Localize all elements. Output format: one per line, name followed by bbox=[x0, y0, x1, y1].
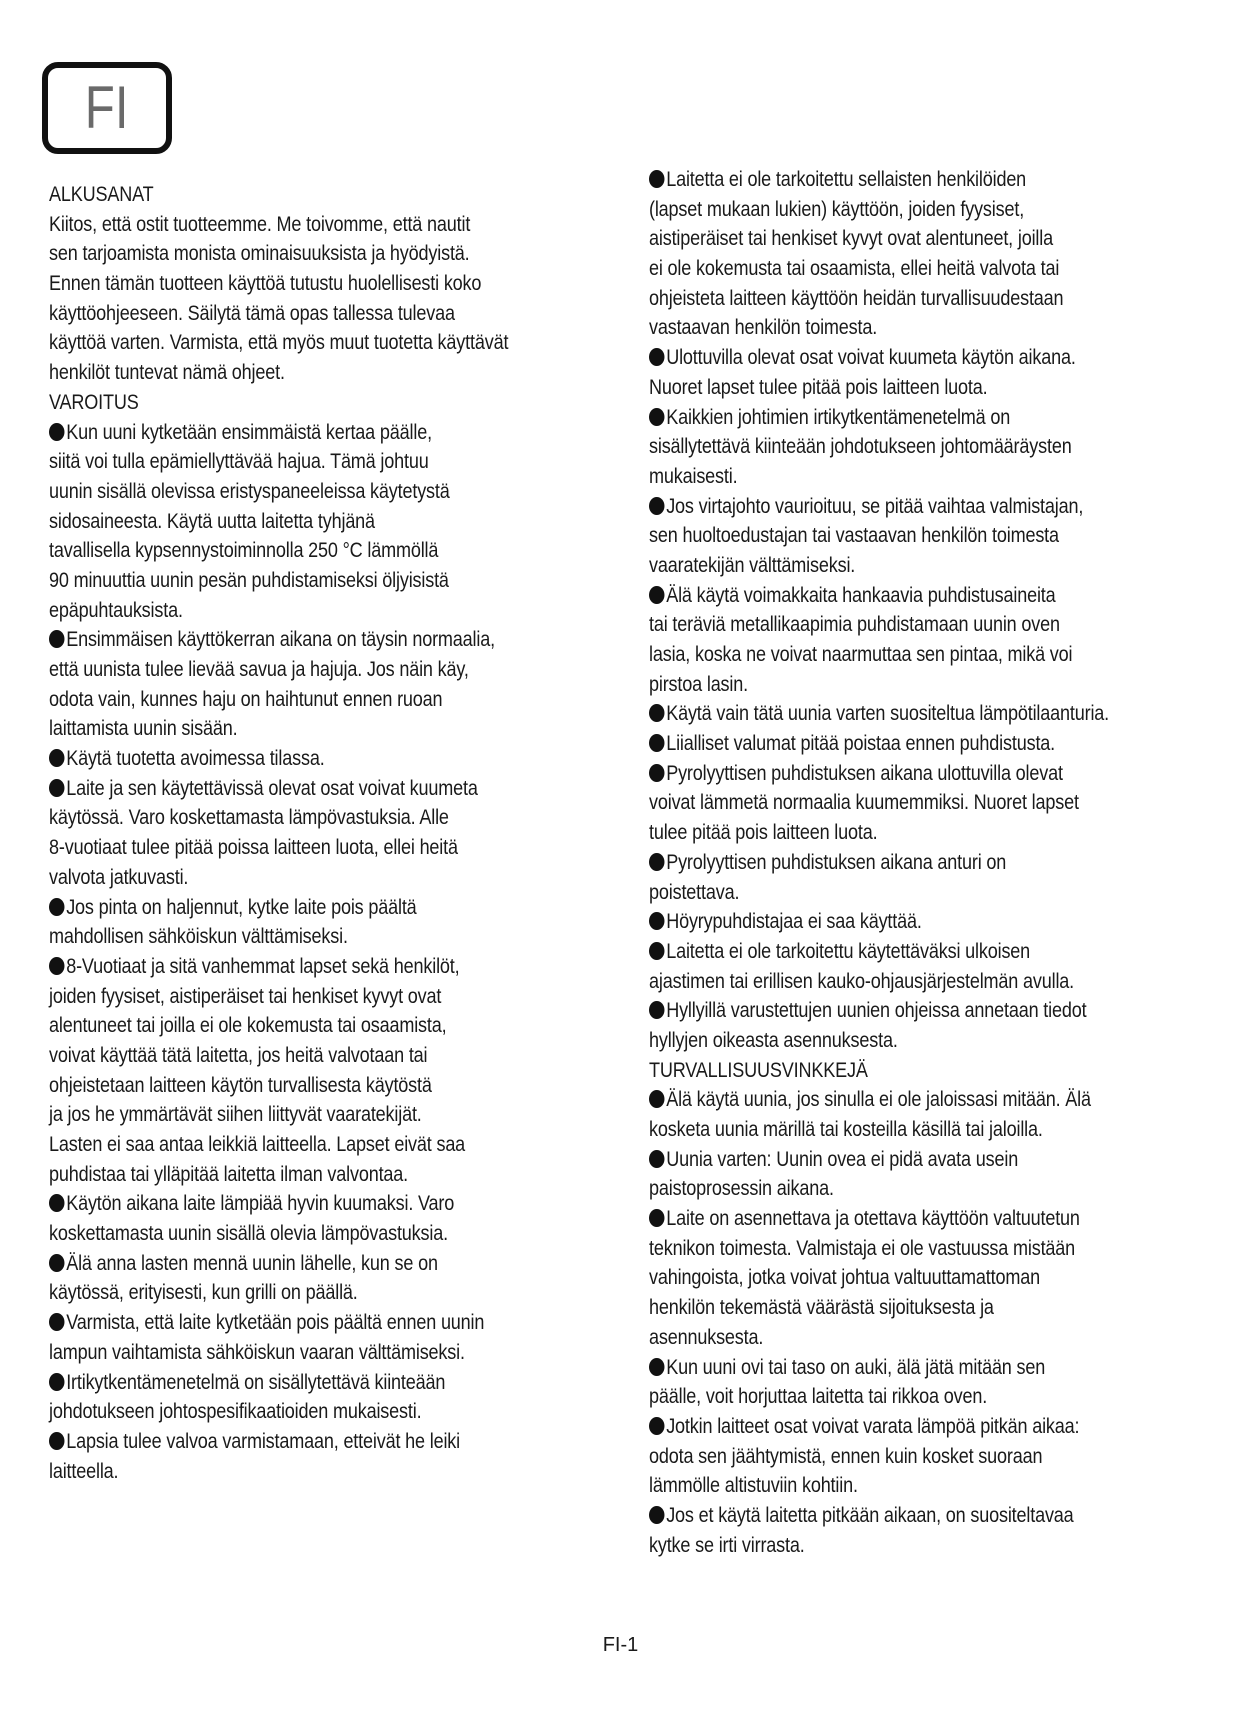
line-text: teknikon toimesta. Valmistaja ei ole vastuussa mistään bbox=[649, 1236, 1076, 1260]
text-line bbox=[49, 388, 556, 418]
line-text: Älä anna lasten mennä uunin lähelle, kun se on bbox=[66, 1251, 438, 1275]
text-line bbox=[649, 313, 1148, 343]
line-text: laitteella. bbox=[49, 1459, 119, 1483]
line-text: lasia, koska ne voivat naarmuttaa sen pintaa, mikä voi bbox=[649, 643, 1073, 666]
line-text: että uunista tulee lievää savua ja hajuja. Jos näin käy, bbox=[49, 658, 469, 681]
line-text: henkilöt tuntevat nämä ohjeet. bbox=[49, 361, 285, 385]
text-line bbox=[649, 432, 1148, 462]
bullet-icon bbox=[49, 1254, 64, 1272]
text-line bbox=[649, 551, 1148, 581]
line-text: (lapset mukaan lukien) käyttöön, joiden fyysiset, bbox=[649, 197, 1025, 221]
text-line bbox=[649, 1115, 1148, 1145]
text-line bbox=[649, 818, 1148, 848]
line-text: uunin sisällä olevissa eristyspaneeleissa käytetystä bbox=[49, 479, 450, 503]
text-line bbox=[49, 1100, 556, 1130]
line-text: päälle, voit horjuttaa laitetta tai rikkoa oven. bbox=[649, 1385, 988, 1409]
left-column bbox=[49, 180, 639, 1486]
bullet-icon bbox=[49, 1313, 64, 1331]
line-text: ohjeistetaan laitteen käytön turvallisesta käytöstä bbox=[49, 1073, 432, 1097]
text-line bbox=[49, 1130, 556, 1160]
bullet-line bbox=[649, 1145, 1148, 1175]
bullet-icon bbox=[649, 408, 664, 426]
line-text: ohjeisteta laitteen käyttöön heidän turvallisuudestaan bbox=[649, 286, 1064, 310]
line-text: puhdistaa tai ylläpitää laitetta ilman valvontaa. bbox=[49, 1162, 409, 1186]
text-line bbox=[649, 1234, 1148, 1264]
line-text: vastaavan henkilön toimesta. bbox=[649, 316, 878, 340]
line-text: epäpuhtauksista. bbox=[49, 598, 183, 622]
language-badge bbox=[42, 62, 172, 154]
bullet-icon bbox=[49, 957, 64, 975]
line-text: Hyllyillä varustettujen uunien ohjeissa annetaan tiedot bbox=[666, 999, 1087, 1023]
text-line bbox=[649, 1471, 1148, 1501]
text-line bbox=[49, 358, 556, 388]
text-line bbox=[49, 1397, 556, 1427]
page-number: FI-1 bbox=[602, 1634, 639, 1656]
bullet-line bbox=[49, 1249, 556, 1279]
line-text: ALKUSANAT bbox=[49, 183, 154, 206]
bullet-line bbox=[49, 418, 556, 448]
line-text: Nuoret lapset tulee pitää pois laitteen luota. bbox=[649, 375, 988, 399]
text-line bbox=[49, 239, 556, 269]
bullet-line bbox=[649, 403, 1148, 433]
text-line bbox=[649, 373, 1148, 403]
line-text: Irtikytkentämenetelmä on sisällytettävä kiinteään bbox=[66, 1370, 446, 1394]
bullet-line bbox=[49, 893, 556, 923]
bullet-icon bbox=[649, 1209, 664, 1227]
bullet-line bbox=[49, 744, 556, 774]
text-line bbox=[649, 1382, 1148, 1412]
bullet-line bbox=[649, 848, 1148, 878]
text-line bbox=[649, 640, 1148, 670]
text-line bbox=[49, 507, 556, 537]
bullet-icon bbox=[649, 1358, 664, 1376]
text-line bbox=[649, 254, 1148, 284]
bullet-line bbox=[649, 759, 1148, 789]
text-line bbox=[649, 1056, 1148, 1086]
text-line bbox=[49, 714, 556, 744]
line-text: odota sen jäähtymistä, ennen kuin kosket suoraan bbox=[649, 1444, 1043, 1468]
text-line bbox=[649, 1174, 1148, 1204]
text-line bbox=[49, 180, 556, 210]
text-line bbox=[649, 1026, 1148, 1056]
line-text: odota vain, kunnes haju on haihtunut ennen ruoan bbox=[49, 687, 443, 711]
line-text: sen huoltoedustajan tai vastaavan henkilön toimesta bbox=[649, 524, 1059, 548]
text-line bbox=[649, 462, 1148, 492]
text-line bbox=[49, 833, 556, 863]
line-text: ja jos he ymmärtävät siihen liittyvät vaaratekijät. bbox=[49, 1103, 422, 1127]
bullet-line bbox=[49, 1368, 556, 1398]
bullet-icon bbox=[649, 853, 664, 871]
line-text: Jotkin laitteet osat voivat varata lämpöä pitkän aikaa: bbox=[666, 1414, 1080, 1438]
bullet-line bbox=[649, 907, 1148, 937]
text-line bbox=[49, 1160, 556, 1190]
bullet-icon bbox=[649, 1506, 664, 1524]
bullet-line bbox=[649, 729, 1148, 759]
bullet-line bbox=[649, 699, 1148, 729]
line-text: alentuneet tai joilla ei ole kokemusta tai osaamista, bbox=[49, 1014, 447, 1038]
text-line bbox=[649, 788, 1148, 818]
bullet-icon bbox=[649, 1090, 664, 1108]
line-text: kosketa uunia märillä tai kosteilla käsillä tai jaloilla. bbox=[649, 1118, 1043, 1141]
text-line bbox=[649, 521, 1148, 551]
bullet-line bbox=[49, 1308, 556, 1338]
text-line bbox=[49, 299, 556, 329]
line-text: Ensimmäisen käyttökerran aikana on täysin normaalia, bbox=[66, 628, 495, 652]
line-text: Käytä tuotetta avoimessa tilassa. bbox=[66, 747, 325, 771]
text-line bbox=[49, 1457, 556, 1487]
line-text: hyllyjen oikeasta asennuksesta. bbox=[649, 1028, 898, 1052]
bullet-line bbox=[649, 343, 1148, 373]
line-text: Ennen tämän tuotteen käyttöä tutustu huolellisesti koko bbox=[49, 272, 482, 296]
text-line bbox=[49, 803, 556, 833]
line-text: tai teräviä metallikaapimia puhdistamaan uunin oven bbox=[649, 613, 1060, 637]
line-text: asennuksesta. bbox=[649, 1325, 764, 1349]
line-text: paistoprosessin aikana. bbox=[649, 1177, 834, 1201]
line-text: Lapsia tulee valvoa varmistamaan, etteivät he leiki bbox=[66, 1429, 460, 1453]
line-text: lämmölle altistuviin kohtiin. bbox=[649, 1474, 858, 1498]
line-text: Jos pinta on haljennut, kytke laite pois päältä bbox=[66, 895, 417, 919]
bullet-line bbox=[49, 625, 556, 655]
text-line bbox=[49, 566, 556, 596]
bullet-line bbox=[649, 1412, 1148, 1442]
bullet-line bbox=[49, 1189, 556, 1219]
line-text: Varmista, että laite kytketään pois päältä ennen uunin bbox=[66, 1311, 485, 1335]
text-line bbox=[49, 982, 556, 1012]
text-line bbox=[649, 878, 1148, 908]
bullet-icon bbox=[649, 764, 664, 782]
text-line bbox=[649, 1263, 1148, 1293]
line-text: Liialliset valumat pitää poistaa ennen puhdistusta. bbox=[666, 732, 1056, 756]
line-text: vaaratekijän välttämiseksi. bbox=[649, 553, 856, 577]
line-text: koskettamasta uunin sisällä olevia lämpövastuksia. bbox=[49, 1222, 448, 1246]
bullet-line bbox=[649, 1353, 1148, 1383]
line-text: tulee pitää pois laitteen luota. bbox=[649, 821, 878, 845]
line-text: Höyrypuhdistajaa ei saa käyttää. bbox=[666, 910, 922, 934]
text-line bbox=[49, 477, 556, 507]
bullet-icon bbox=[49, 1373, 64, 1391]
line-text: Pyrolyyttisen puhdistuksen aikana ulottuvilla olevat bbox=[666, 761, 1063, 785]
line-text: siitä voi tulla epämiellyttävää hajua. Tämä johtuu bbox=[49, 450, 429, 474]
text-line bbox=[649, 967, 1148, 997]
text-line bbox=[49, 210, 556, 240]
line-text: mahdollisen sähköiskun välttämiseksi. bbox=[49, 925, 348, 949]
text-line bbox=[649, 1531, 1148, 1561]
text-line bbox=[49, 655, 556, 685]
line-text: Lasten ei saa antaa leikkiä laitteella. Lapset eivät saa bbox=[49, 1133, 466, 1156]
line-text: sisällytettävä kiinteään johdotukseen johtomääräysten bbox=[649, 435, 1072, 459]
line-text: tavallisella kypsennystoiminnolla 250 °C lämmöllä bbox=[49, 539, 439, 563]
line-text: johdotukseen johtospesifikaatioiden mukaisesti. bbox=[49, 1400, 422, 1424]
line-text: joiden fyysiset, aistiperäiset tai henkiset kyvyt ovat bbox=[49, 984, 442, 1008]
line-text: Laitetta ei ole tarkoitettu käytettäväksi ulkoisen bbox=[666, 939, 1031, 963]
text-line bbox=[49, 685, 556, 715]
line-text: Kun uuni ovi tai taso on auki, älä jätä mitään sen bbox=[666, 1355, 1046, 1379]
bullet-line bbox=[649, 996, 1148, 1026]
text-line bbox=[649, 1293, 1148, 1323]
text-line bbox=[649, 284, 1148, 314]
text-line bbox=[649, 1442, 1148, 1472]
line-text: 90 minuuttia uunin pesän puhdistamiseksi öljyisistä bbox=[49, 568, 449, 592]
text-line bbox=[49, 922, 556, 952]
line-text: Kaikkien johtimien irtikytkentämenetelmä on bbox=[666, 405, 1011, 429]
text-line bbox=[49, 269, 556, 299]
text-line bbox=[49, 1071, 556, 1101]
bullet-line bbox=[649, 492, 1148, 522]
bullet-icon bbox=[649, 586, 664, 604]
bullet-icon bbox=[49, 898, 64, 916]
line-text: Käytön aikana laite lämpiää hyvin kuumaksi. Varo bbox=[66, 1192, 455, 1216]
bullet-line bbox=[49, 774, 556, 804]
line-text: laittamista uunin sisään. bbox=[49, 717, 238, 741]
line-text: Jos virtajohto vaurioituu, se pitää vaihtaa valmistajan, bbox=[666, 494, 1084, 518]
text-line bbox=[49, 1041, 556, 1071]
line-text: voivat käyttää tätä laitetta, jos heitä valvotaan tai bbox=[49, 1043, 428, 1067]
line-text: lampun vaihtamista sähköiskun vaaran välttämiseksi. bbox=[49, 1340, 465, 1364]
text-line bbox=[649, 224, 1148, 254]
line-text: valvota jatkuvasti. bbox=[49, 865, 189, 889]
line-text: poistettava. bbox=[649, 880, 740, 904]
bullet-line bbox=[49, 1427, 556, 1457]
line-text: Kun uuni kytketään ensimmäistä kertaa päälle, bbox=[66, 420, 432, 444]
bullet-line bbox=[649, 165, 1148, 195]
bullet-line bbox=[649, 581, 1148, 611]
language-code: FI bbox=[85, 74, 129, 141]
bullet-line bbox=[649, 1085, 1148, 1115]
text-line bbox=[649, 195, 1148, 225]
line-text: kytke se irti virrasta. bbox=[649, 1533, 805, 1557]
bullet-icon bbox=[649, 942, 664, 960]
line-text: voivat lämmetä normaalia kuumemmiksi. Nuoret lapset bbox=[649, 791, 1079, 815]
text-line bbox=[649, 670, 1148, 700]
bullet-icon bbox=[649, 912, 664, 930]
line-text: Pyrolyyttisen puhdistuksen aikana anturi on bbox=[666, 850, 1007, 874]
text-line bbox=[649, 1323, 1148, 1353]
line-text: Käytä vain tätä uunia varten suositeltua lämpötilaanturia. bbox=[666, 702, 1110, 726]
line-text: Kiitos, että ostit tuotteemme. Me toivomme, että nautit bbox=[49, 212, 471, 236]
line-text: TURVALLISUUSVINKKEJÄ bbox=[649, 1058, 868, 1082]
line-text: VAROITUS bbox=[49, 390, 139, 414]
line-text: ei ole kokemusta tai osaamista, ellei heitä valvota tai bbox=[649, 257, 1060, 281]
bullet-icon bbox=[649, 170, 664, 188]
bullet-icon bbox=[649, 1150, 664, 1168]
right-column bbox=[649, 165, 1229, 1560]
bullet-icon bbox=[49, 749, 64, 767]
text-line bbox=[49, 447, 556, 477]
bullet-icon bbox=[649, 348, 664, 366]
text-line bbox=[49, 863, 556, 893]
bullet-icon bbox=[649, 734, 664, 752]
text-line bbox=[49, 1011, 556, 1041]
text-line bbox=[49, 596, 556, 626]
line-text: käytössä. Varo koskettamasta lämpövastuksia. Alle bbox=[49, 806, 449, 830]
text-line bbox=[49, 1338, 556, 1368]
line-text: Laitetta ei ole tarkoitettu sellaisten henkilöiden bbox=[666, 168, 1027, 191]
line-text: sidosaineesta. Käytä uutta laitetta tyhjänä bbox=[49, 509, 375, 533]
text-line bbox=[49, 536, 556, 566]
bullet-icon bbox=[649, 497, 664, 515]
line-text: Älä käytä voimakkaita hankaavia puhdistusaineita bbox=[666, 583, 1056, 607]
line-text: pirstoa lasin. bbox=[649, 672, 748, 696]
bullet-line bbox=[649, 1501, 1148, 1531]
line-text: sen tarjoamista monista ominaisuuksista ja hyödyistä. bbox=[49, 242, 470, 266]
bullet-line bbox=[649, 1204, 1148, 1234]
text-line bbox=[49, 1278, 556, 1308]
line-text: 8-vuotiaat tulee pitää poissa laitteen luota, ellei heitä bbox=[49, 836, 458, 860]
bullet-icon bbox=[649, 1001, 664, 1019]
line-text: Laite ja sen käytettävissä olevat osat voivat kuumeta bbox=[66, 776, 478, 800]
bullet-line bbox=[649, 937, 1148, 967]
text-line bbox=[49, 1219, 556, 1249]
line-text: Jos et käytä laitetta pitkään aikaan, on suositeltavaa bbox=[666, 1503, 1074, 1527]
text-line bbox=[649, 610, 1148, 640]
line-text: Ulottuvilla olevat osat voivat kuumeta käytön aikana. bbox=[666, 346, 1076, 370]
line-text: Laite on asennettava ja otettava käyttöön valtuutetun bbox=[666, 1207, 1080, 1231]
bullet-line bbox=[49, 952, 556, 982]
bullet-icon bbox=[649, 704, 664, 722]
line-text: Uunia varten: Uunin ovea ei pidä avata usein bbox=[666, 1147, 1019, 1171]
bullet-icon bbox=[649, 1417, 664, 1435]
line-text: 8-Vuotiaat ja sitä vanhemmat lapset sekä henkilöt, bbox=[66, 954, 460, 978]
line-text: ajastimen tai erillisen kauko-ohjausjärjestelmän avulla. bbox=[649, 969, 1075, 993]
bullet-icon bbox=[49, 630, 64, 648]
text-line bbox=[49, 328, 556, 358]
bullet-icon bbox=[49, 779, 64, 797]
line-text: aistiperäiset tai henkiset kyvyt ovat alentuneet, joilla bbox=[649, 227, 1053, 251]
line-text: käyttöä varten. Varmista, että myös muut tuotetta käyttävät bbox=[49, 331, 509, 355]
line-text: mukaisesti. bbox=[649, 464, 738, 488]
line-text: vahingoista, jotka voivat johtua valtuuttamattoman bbox=[649, 1266, 1040, 1290]
bullet-icon bbox=[49, 1194, 64, 1212]
line-text: käyttöohjeeseen. Säilytä tämä opas tallessa tulevaa bbox=[49, 301, 455, 325]
bullet-icon bbox=[49, 423, 64, 441]
line-text: Älä käytä uunia, jos sinulla ei ole jaloissasi mitään. Älä bbox=[666, 1088, 1091, 1112]
line-text: käytössä, erityisesti, kun grilli on päällä. bbox=[49, 1281, 358, 1305]
bullet-icon bbox=[49, 1432, 64, 1450]
line-text: henkilön tekemästä väärästä sijoituksesta ja bbox=[649, 1296, 994, 1320]
